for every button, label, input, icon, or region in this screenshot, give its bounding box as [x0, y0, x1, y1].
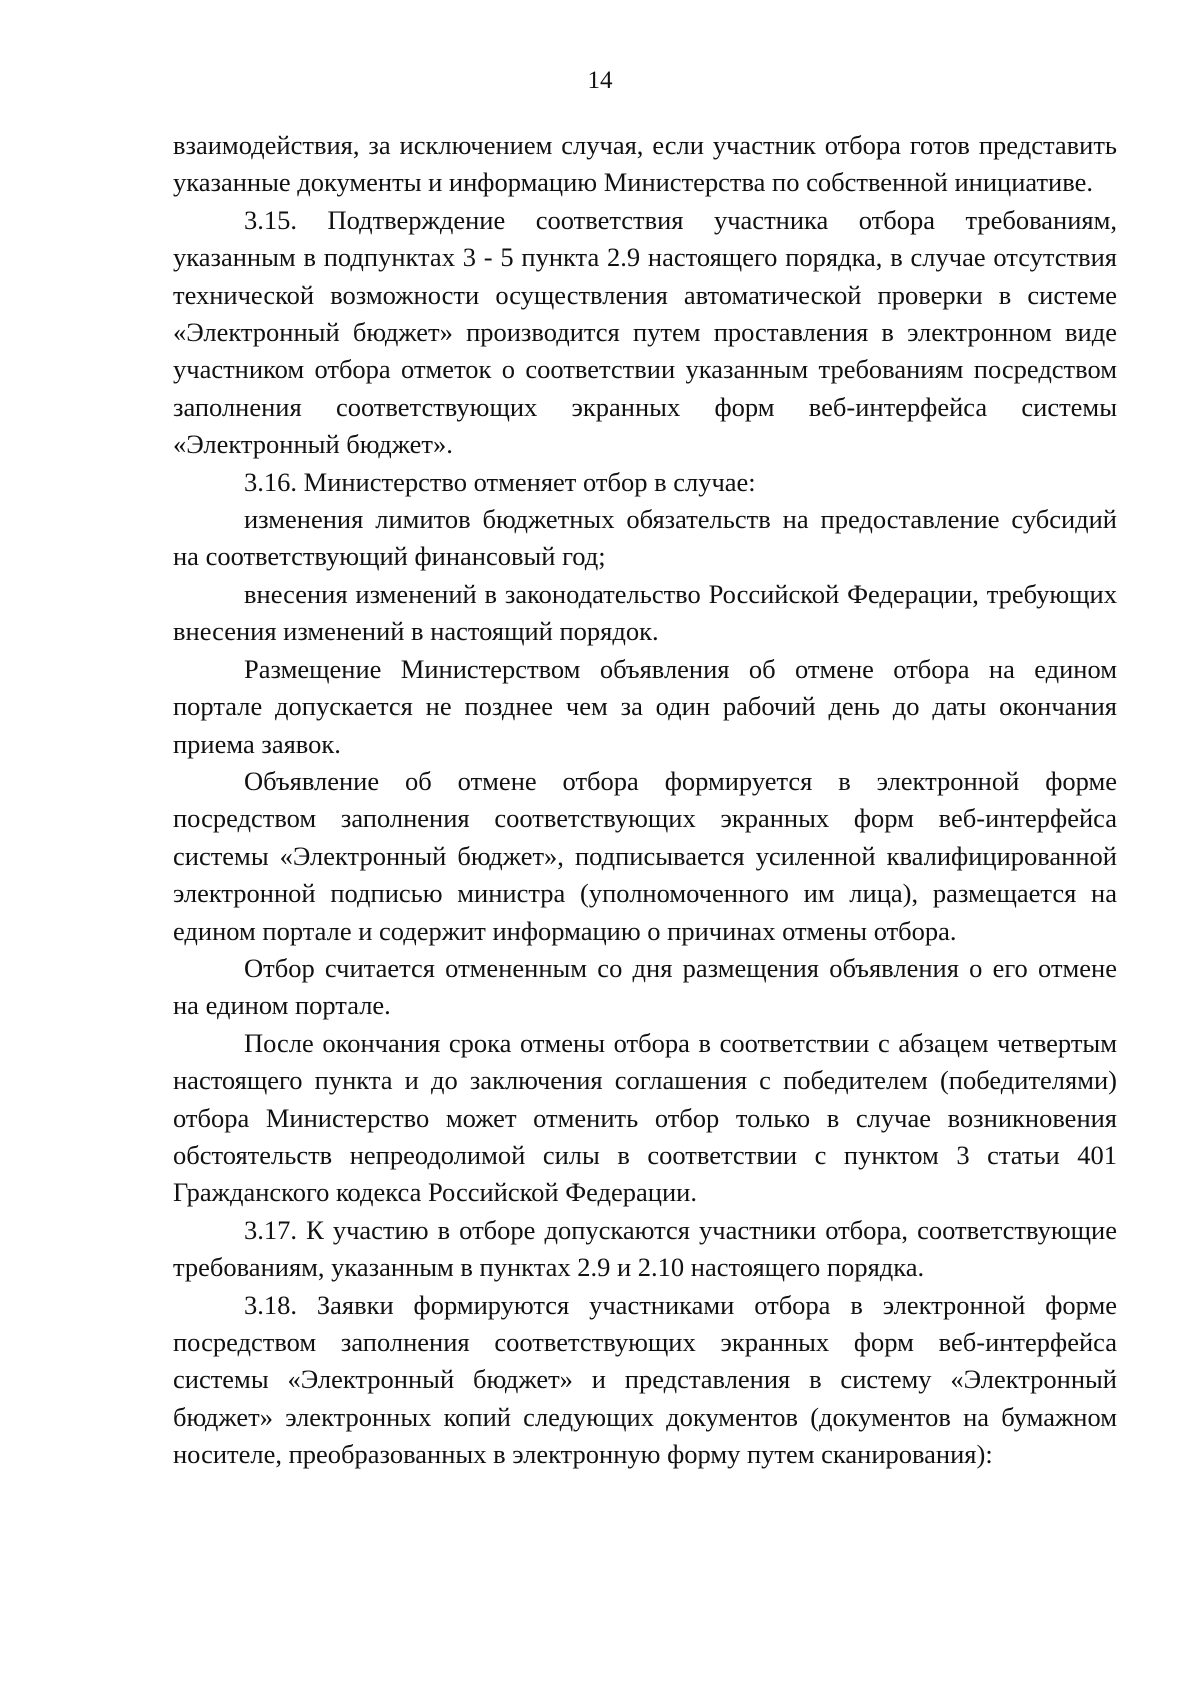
paragraph-3-15: 3.15. Подтверждение соответствия участника отбора требованиям, указанным в подпунктах 3 - 5 пункта 2.9 настоящего порядка, в случае отсутствия технической возможности осуществления автоматической проверки в системе «Электронный бюджет» производится путем проставления в электронном виде участником отбора отметок о соответствии указанным требованиям посредством заполнения соответствующих экранных форм веб-интерфейса системы «Электронный бюджет».: [173, 204, 1117, 460]
paragraph-3-16-item-2: внесения изменений в законодательство Российской Федерации, требующих внесения изменений в настоящий порядок.: [173, 578, 1117, 647]
paragraph-cancel-effective: Отбор считается отмененным со дня размещения объявления о его отмене на едином портале.: [173, 952, 1117, 1021]
document-body: [173, 127, 1117, 1474]
paragraph-3-16-item-1: изменения лимитов бюджетных обязательств на предоставление субсидий на соответствующий финансовый год;: [173, 504, 1117, 572]
paragraph-force-majeure: После окончания срока отмены отбора в соответствии с абзацем четвертым настоящего пункта и до заключения соглашения с победителем (победителями) отбора Министерство может отменить отбор только в случае возникновения обстоятельств непреодолимой силы в соответствии с пунктом 3 статьи 401 Гражданского кодекса Российской Федерации.: [173, 1027, 1117, 1208]
paragraph-3-16: 3.16. Министерство отменяет отбор в случае:: [244, 466, 756, 497]
paragraph-continuation: взаимодействия, за исключением случая, если участник отбора готов представить указанные документы и информацию Министерства по собственной инициативе.: [173, 130, 1117, 198]
paragraph-3-17: 3.17. К участию в отборе допускаются участники отбора, соответствующие требованиям, указанным в пунктах 2.9 и 2.10 настоящего порядка.: [173, 1214, 1117, 1283]
paragraph-cancel-announcement: Объявление об отмене отбора формируется в электронной форме посредством заполнения соответствующих экранных форм веб-интерфейса системы «Электронный бюджет», подписывается усиленной квалифицированной электронной подписью министра (уполномоченного им лица), размещается на едином портале и содержит информацию о причинах отмены отбора.: [173, 765, 1117, 946]
paragraph-cancel-placement: Размещение Министерством объявления об отмене отбора на едином портале допускается не позднее чем за один рабочий день до даты окончания приема заявок.: [173, 653, 1117, 759]
paragraph-3-18: 3.18. Заявки формируются участниками отбора в электронной форме посредством заполнения соответствующих экранных форм веб-интерфейса системы «Электронный бюджет» и представления в систему «Электронный бюджет» электронных копий следующих документов (документов на бумажном носителе, преобразованных в электронную форму путем сканирования):: [173, 1289, 1117, 1470]
page-number: 14: [587, 67, 613, 94]
